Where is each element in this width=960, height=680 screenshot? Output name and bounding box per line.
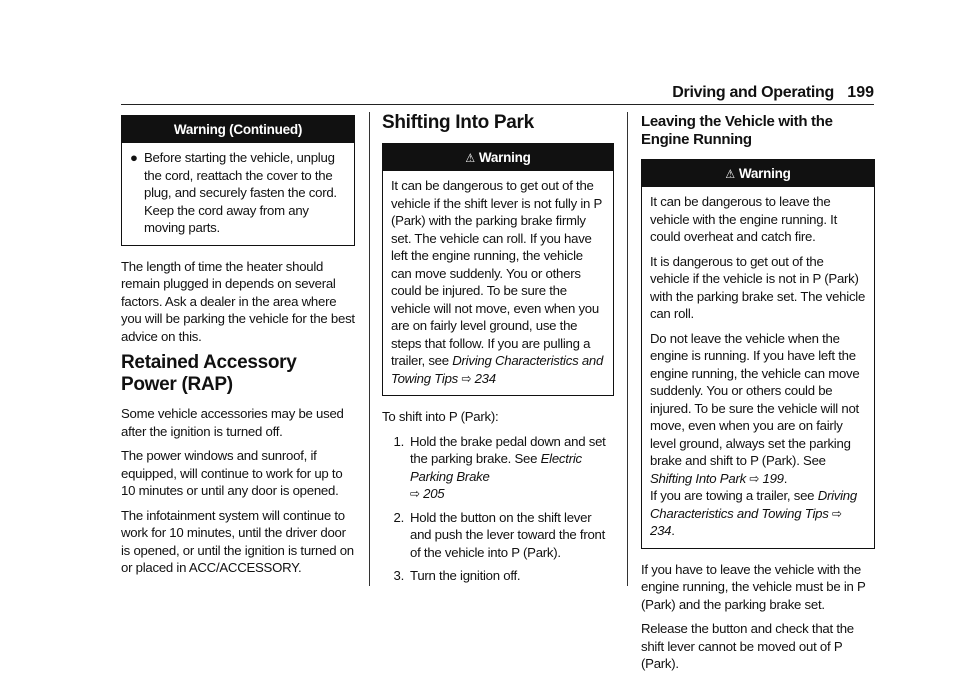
leaving-warning-title	[642, 160, 874, 187]
rap-paragraph-2: The power windows and sunroof, if equipped, will continue to work for up to 10 minutes or until any door is opened.	[121, 448, 343, 498]
shift-intro: To shift into P (Park):	[382, 409, 499, 424]
page-ref-number: 234	[474, 370, 496, 386]
warning-bullet-item	[130, 149, 346, 237]
page-ref-number: 205	[423, 486, 445, 501]
rap-paragraph-3: The infotainment system will continue to work for 10 minutes, until the driver door is opened, or until the ignition is turned on or placed in ACC/ACCESSORY.	[121, 507, 354, 575]
park-warning-title	[383, 144, 613, 171]
step-text	[410, 433, 614, 503]
step-text-main: Hold the brake pedal down and set the parking brake. See	[410, 433, 606, 466]
step-item	[382, 567, 614, 585]
warning-box-body	[122, 143, 354, 245]
leaving-warning-p3: Do not leave the vehicle when the engine is running. If you have left the engine running, the vehicle can move suddenly. You or others could be injured. To be sure the vehicle will not move, even when you are on fairly level ground, always set the parking brake and shift to P (Park). See Shifting Into Park ⇨ 199.	[650, 330, 860, 486]
leaving-warning-p3-main: Do not leave the vehicle when the engine is running. If you have left the engine running, the vehicle can move suddenly. You or others could be injured. To be sure the vehicle will not move, even when you are on fairly level ground, always set the parking brake and shift to P (Park). See	[650, 330, 860, 468]
shifting-into-park-heading: Shifting Into Park	[382, 112, 534, 133]
column-2	[382, 112, 614, 591]
page-ref-number: 199	[762, 470, 784, 486]
step-number: 3.	[393, 568, 404, 583]
leaving-warning-p2: It is dangerous to get out of the vehicle if the vehicle is not in P (Park) with the parking brake set. The vehicle can roll.	[650, 253, 866, 321]
warning-continued-box	[121, 115, 355, 246]
leaving-paragraph-2: Release the button and check that the shift lever cannot be moved out of P (Park).	[641, 621, 854, 671]
leaving-warning-p1: It can be dangerous to leave the vehicle with the engine running. It could overheat and catch fire.	[650, 194, 837, 244]
warning-box-title: Warning (Continued)	[122, 116, 354, 143]
page-ref-number: 234	[650, 523, 672, 538]
step-number: 1.	[393, 433, 404, 449]
column-divider-2	[627, 112, 628, 586]
column-1	[121, 112, 355, 584]
step-text: Turn the ignition off.	[410, 568, 521, 583]
driving-characteristics-link[interactable]: Driving Characteristics and Towing Tips	[650, 488, 857, 521]
leaving-warning-p4: If you are towing a trailer, see Driving Characteristics and Towing Tips ⇨ 234.	[650, 488, 857, 538]
park-warning-box	[382, 143, 614, 396]
column-3	[641, 112, 875, 680]
warning-bullet-text: Before starting the vehicle, unplug the cord, reattach the cover to the plug, and securely fasten the cord. Keep the cord away from any moving parts.	[144, 150, 337, 235]
rap-heading: Retained Accessory Power (RAP)	[121, 352, 297, 395]
step-item	[382, 509, 614, 562]
page-ref-icon: ⇨	[749, 470, 760, 486]
step-number: 2.	[393, 509, 404, 525]
page-ref-icon: ⇨	[831, 505, 842, 521]
leaving-warning-title-text: Warning	[738, 166, 791, 181]
park-warning-body	[383, 171, 613, 395]
step-text: Hold the button on the shift lever and push the lever toward the front of the vehicle into P (Park).	[410, 509, 606, 560]
warning-triangle-icon: ⚠	[465, 151, 475, 165]
page-ref-icon: ⇨	[461, 370, 472, 386]
page-number: 199	[847, 84, 874, 101]
leaving-vehicle-heading: Leaving the Vehicle with the Engine Running	[641, 113, 833, 148]
step-item	[382, 433, 614, 503]
leaving-warning-p4-main: If you are towing a trailer, see	[650, 488, 815, 503]
park-warning-title-text: Warning	[478, 150, 531, 165]
running-header-title: Driving and Operating	[672, 84, 834, 101]
rap-paragraph-1: Some vehicle accessories may be used after the ignition is turned off.	[121, 406, 344, 439]
bullet-icon: ●	[130, 150, 138, 165]
park-warning-text-main: It can be dangerous to get out of the vehicle if the shift lever is not fully in P (Park) with the parking brake firmly set. The vehicle can roll. If you have left the engine running, the vehicle can move suddenly. You or others could be injured. To be sure the vehicle will not move, even when you are on fairly level ground, use the steps that follow. If you are pulling a trailer, see	[391, 178, 602, 368]
driving-characteristics-link[interactable]: Driving Characteristics and Towing Tips	[391, 353, 604, 386]
warning-triangle-icon: ⚠	[725, 167, 735, 181]
leaving-warning-body	[642, 187, 874, 548]
park-warning-text	[391, 177, 605, 387]
electric-parking-brake-link[interactable]: Electric Parking Brake	[410, 451, 582, 484]
column-divider-1	[369, 112, 370, 586]
leaving-paragraph-1: If you have to leave the vehicle with the engine running, the vehicle must be in P (Park) and the parking brake set.	[641, 561, 866, 612]
shifting-into-park-link[interactable]: Shifting Into Park	[650, 470, 746, 486]
page-ref-icon: ⇨	[410, 486, 420, 501]
header-rule	[121, 104, 874, 105]
leaving-warning-box	[641, 159, 875, 549]
shift-steps-list	[382, 433, 614, 585]
heater-paragraph: The length of time the heater should remain plugged in depends on several factors. Ask a dealer in the area where you will be parking the vehicle for the best advice on this.	[121, 258, 355, 344]
